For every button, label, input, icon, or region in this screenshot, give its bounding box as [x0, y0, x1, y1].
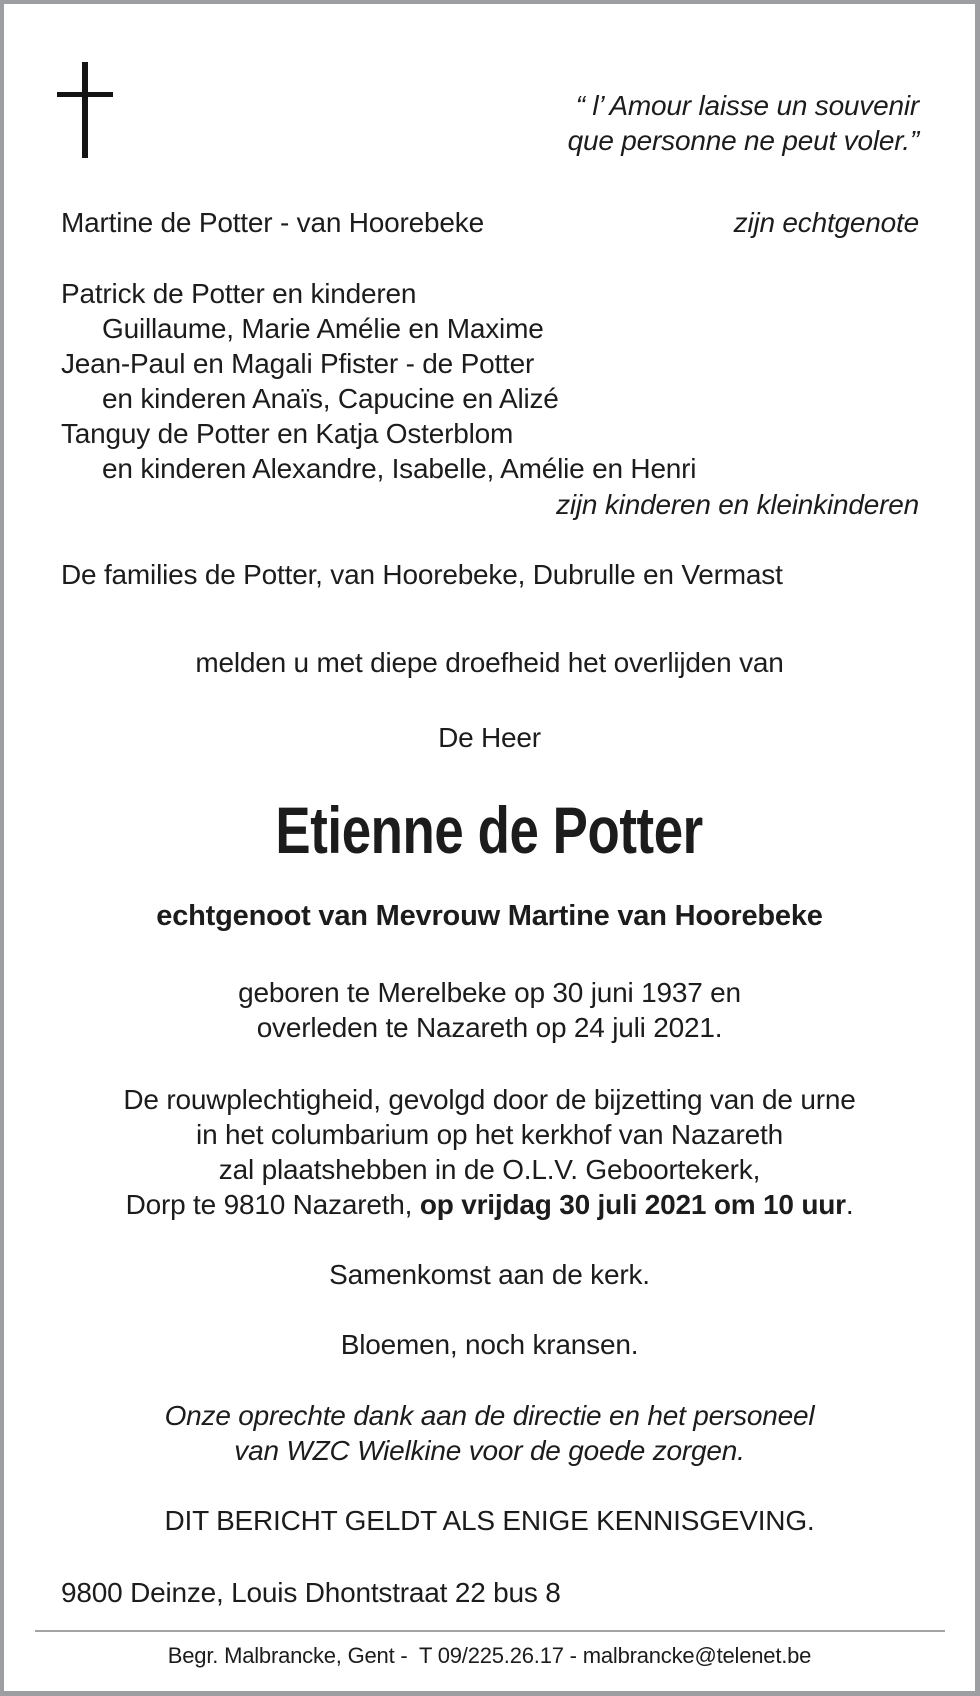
flowers-line: Bloemen, noch kransen.: [340, 1329, 639, 1360]
ceremony-datetime: op vrijdag 30 juli 2021 om 10 uur: [419, 1189, 846, 1220]
quote-line-2: que personne ne peut voler.”: [567, 125, 919, 156]
address-line: 9800 Deinze, Louis Dhontstraat 22 bus 8: [61, 1577, 561, 1608]
spouse-relation: zijn echtgenote: [733, 207, 919, 238]
grandchildren-line-2: en kinderen Anaïs, Capucine en Alizé: [102, 383, 559, 414]
ceremony-line-3: zal plaatshebben in de O.L.V. Geboortekerk,: [218, 1154, 761, 1185]
quote-line-1: “ l’ Amour laisse un souvenir: [575, 90, 919, 121]
children-relation: zijn kinderen en kleinkinderen: [556, 489, 919, 520]
cross-vertical-bar: [82, 62, 88, 158]
announcement-line: melden u met diepe droefheid het overlijden van: [195, 647, 784, 678]
child-line-1: Patrick de Potter en kinderen: [61, 278, 417, 309]
cross-horizontal-bar: [57, 92, 113, 97]
honorific: De Heer: [438, 722, 541, 753]
families-line: De families de Potter, van Hoorebeke, Dubrulle en Vermast: [61, 559, 783, 590]
ceremony-line-4: [4, 1191, 975, 1219]
grandchildren-line-1: Guillaume, Marie Amélie en Maxime: [102, 313, 544, 344]
thanks-line-2: van WZC Wielkine voor de goede zorgen.: [234, 1435, 745, 1466]
notice-line: DIT BERICHT GELDT ALS ENIGE KENNISGEVING.: [164, 1505, 815, 1536]
footer-divider: [35, 1630, 945, 1632]
gathering-line: Samenkomst aan de kerk.: [329, 1259, 650, 1290]
birth-line: geboren te Merelbeke op 30 juni 1937 en: [238, 977, 741, 1008]
thanks-line-1: Onze oprechte dank aan de directie en het personeel: [164, 1400, 815, 1431]
child-line-3: Tanguy de Potter en Katja Osterblom: [61, 418, 514, 449]
deceased-subtitle: echtgenoot van Mevrouw Martine van Hoorebeke: [156, 900, 823, 932]
ceremony-line-2: in het columbarium op het kerkhof van Nazareth: [196, 1119, 783, 1150]
death-line: overleden te Nazareth op 24 juli 2021.: [256, 1012, 723, 1043]
ceremony-period: .: [845, 1189, 854, 1220]
deceased-name: Etienne de Potter: [275, 793, 704, 867]
spouse-name: Martine de Potter - van Hoorebeke: [61, 207, 484, 238]
death-notice-card: [4, 4, 975, 1691]
ceremony-line-1: De rouwplechtigheid, gevolgd door de bijzetting van de urne: [123, 1084, 856, 1115]
funeral-director-footer: Begr. Malbrancke, Gent - T 09/225.26.17 - malbrancke@telenet.be: [167, 1643, 812, 1668]
child-line-2: Jean-Paul en Magali Pfister - de Potter: [61, 348, 535, 379]
grandchildren-line-3: en kinderen Alexandre, Isabelle, Amélie en Henri: [102, 453, 697, 484]
ceremony-location: Dorp te 9810 Nazareth,: [125, 1189, 420, 1220]
